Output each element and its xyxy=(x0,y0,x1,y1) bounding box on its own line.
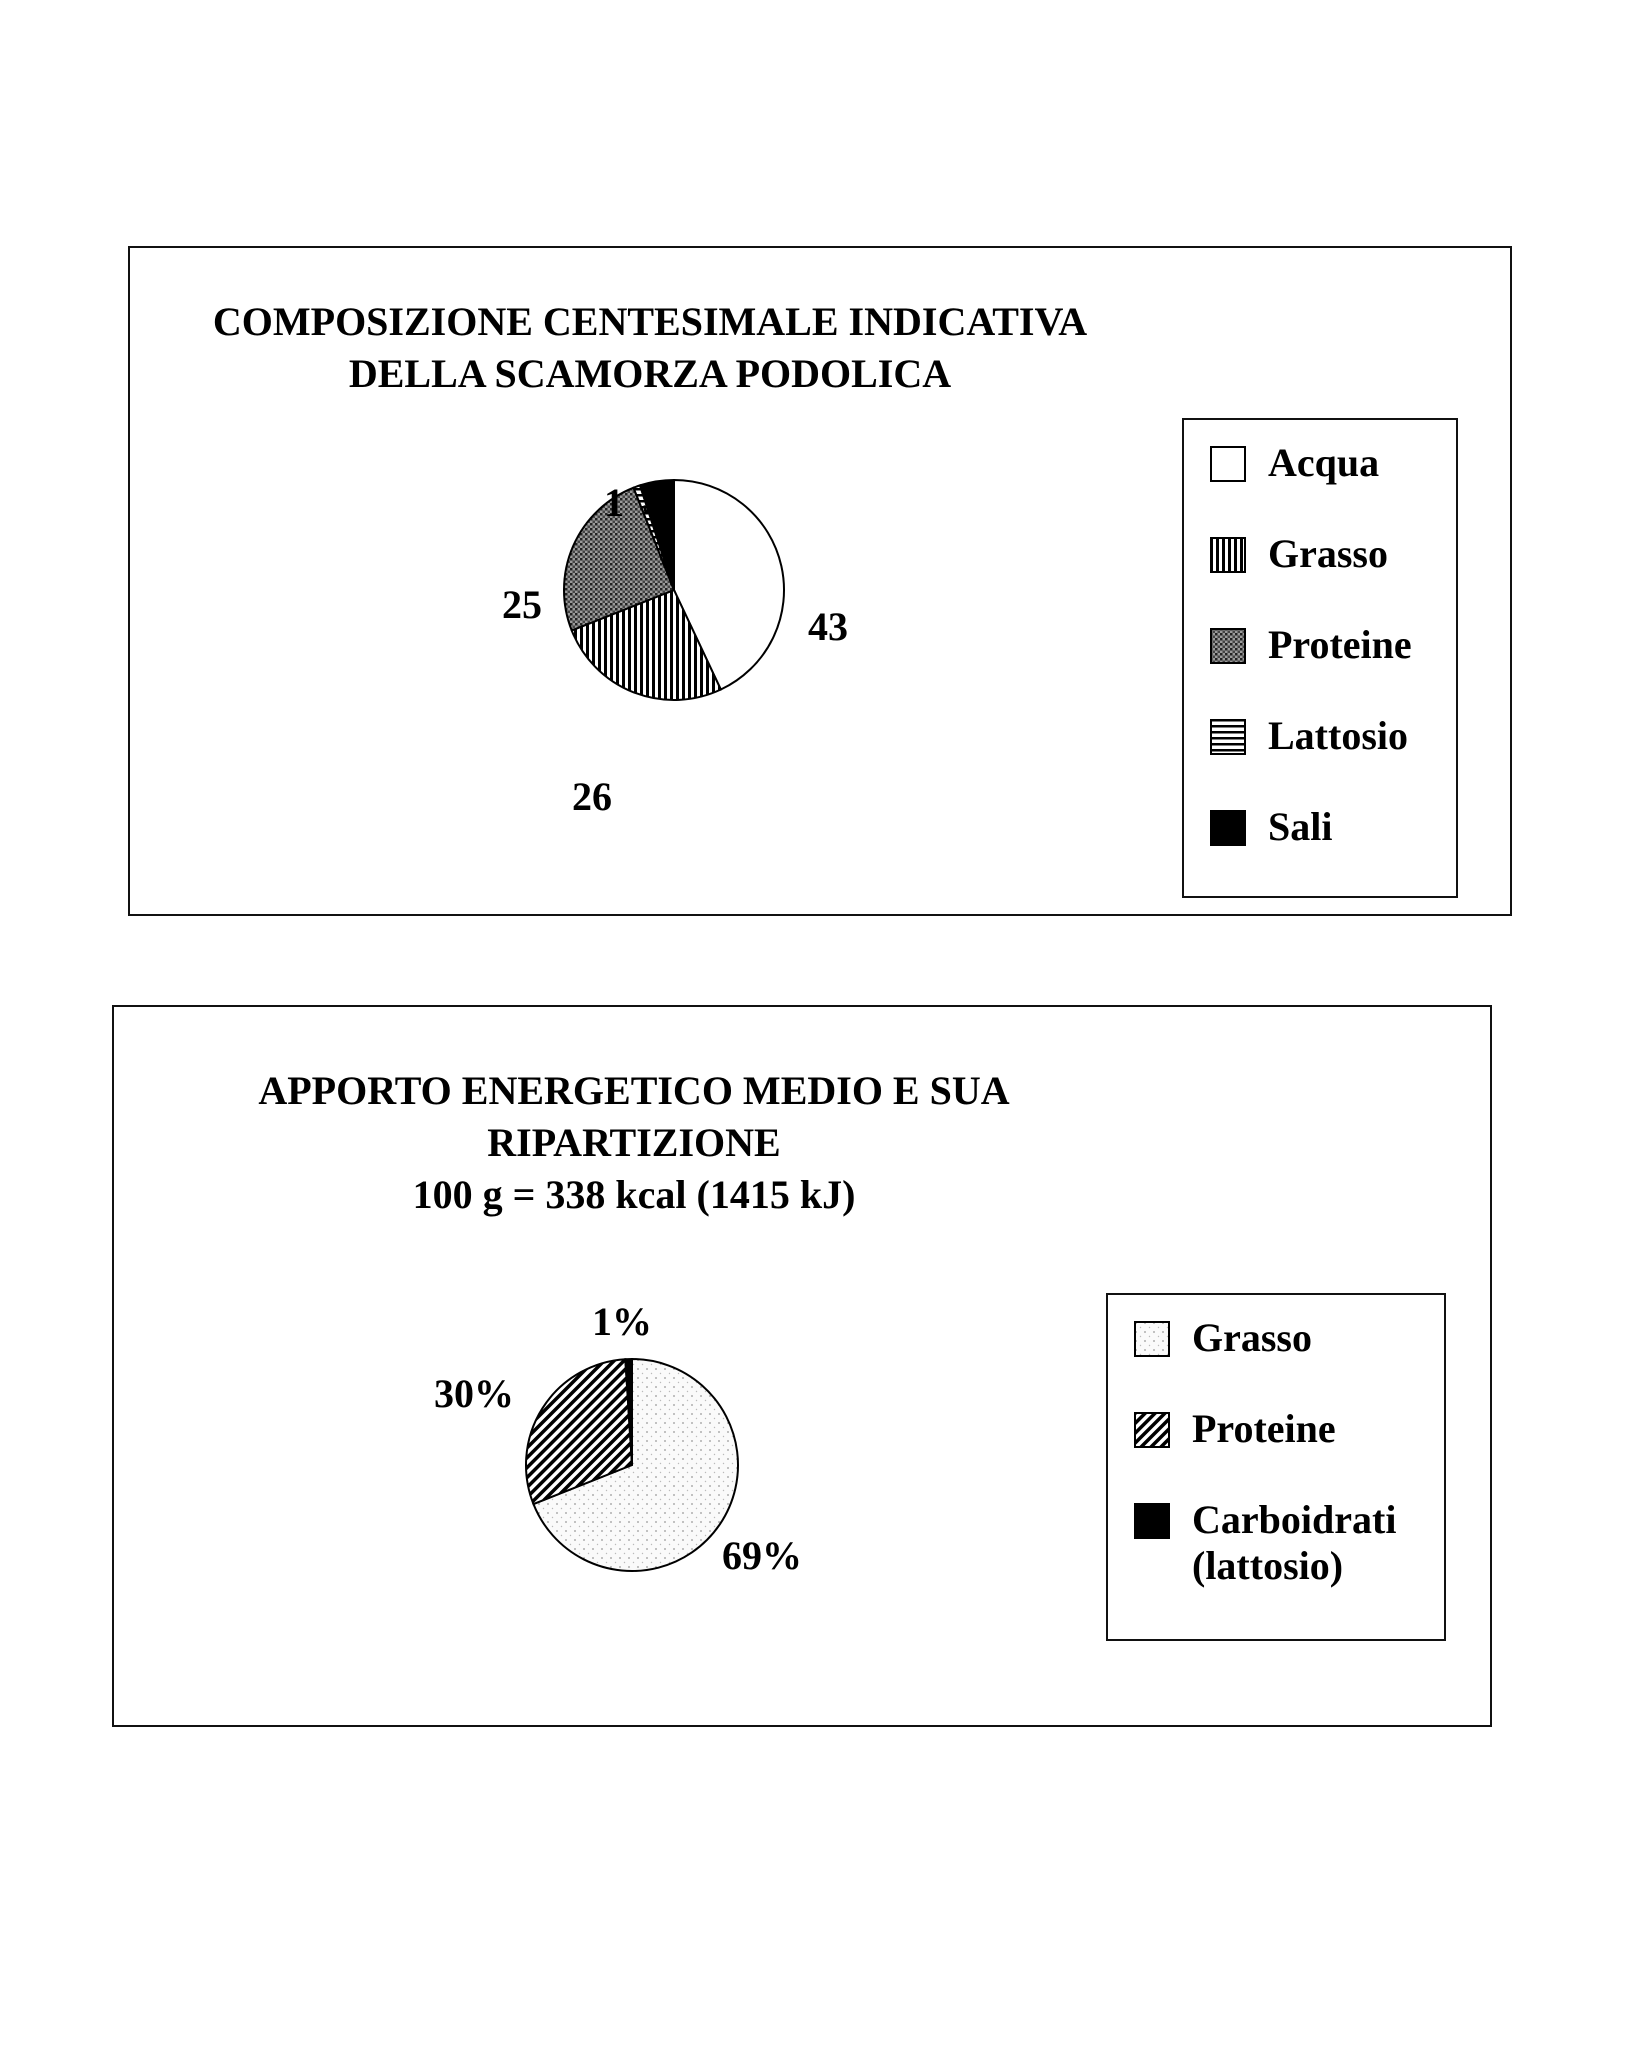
data-label-carboidrati-lattosio: 1% xyxy=(592,1299,652,1344)
legend-swatch xyxy=(1210,537,1246,573)
title-line: DELLA SCAMORZA PODOLICA xyxy=(348,351,952,396)
title-line: COMPOSIZIONE CENTESIMALE INDICATIVA xyxy=(212,299,1088,344)
legend-label: Grasso xyxy=(1268,531,1388,576)
title-line: APPORTO ENERGETICO MEDIO E SUA xyxy=(258,1068,1010,1113)
data-label-proteine: 30% xyxy=(434,1371,514,1416)
legend-label: Proteine xyxy=(1268,622,1412,667)
data-label-grasso: 26 xyxy=(572,774,612,819)
composition-legend xyxy=(1182,418,1458,898)
legend-swatch xyxy=(1210,628,1246,664)
data-label-lattosio: 1 xyxy=(604,480,624,525)
legend-swatch xyxy=(1134,1412,1170,1448)
legend-item-carboidrati-lattosio xyxy=(1108,1497,1444,1588)
legend-label: Grasso xyxy=(1192,1315,1312,1360)
energy-legend xyxy=(1106,1293,1446,1641)
title-line: RIPARTIZIONE xyxy=(487,1120,781,1165)
legend-label: Sali xyxy=(1268,804,1333,849)
legend-swatch xyxy=(1210,810,1246,846)
data-label-proteine: 25 xyxy=(502,582,542,627)
legend-label: Lattosio xyxy=(1268,713,1408,758)
legend-item-grasso xyxy=(1108,1315,1444,1406)
energy-chart-panel xyxy=(112,1005,1492,1727)
energy-pie xyxy=(114,1007,1094,1707)
legend-item-proteine xyxy=(1108,1406,1444,1497)
legend-label: Acqua xyxy=(1268,440,1380,485)
composition-chart-panel xyxy=(128,246,1512,916)
legend-item-sali xyxy=(1184,804,1456,895)
legend-label: Carboidrati (lattosio) xyxy=(1192,1497,1397,1588)
data-label-grasso: 69% xyxy=(722,1533,802,1578)
legend-item-acqua xyxy=(1184,440,1456,531)
legend-swatch xyxy=(1210,719,1246,755)
composition-pie xyxy=(130,248,1130,888)
title-subline: 100 g = 338 kcal (1415 kJ) xyxy=(412,1172,856,1217)
legend-swatch xyxy=(1210,446,1246,482)
legend-item-grasso xyxy=(1184,531,1456,622)
legend-item-proteine xyxy=(1184,622,1456,713)
legend-label: Proteine xyxy=(1192,1406,1336,1451)
legend-item-lattosio xyxy=(1184,713,1456,804)
data-label-acqua: 43 xyxy=(808,604,848,649)
data-label-sali: 5 xyxy=(642,476,662,521)
legend-swatch xyxy=(1134,1321,1170,1357)
legend-swatch xyxy=(1134,1503,1170,1539)
